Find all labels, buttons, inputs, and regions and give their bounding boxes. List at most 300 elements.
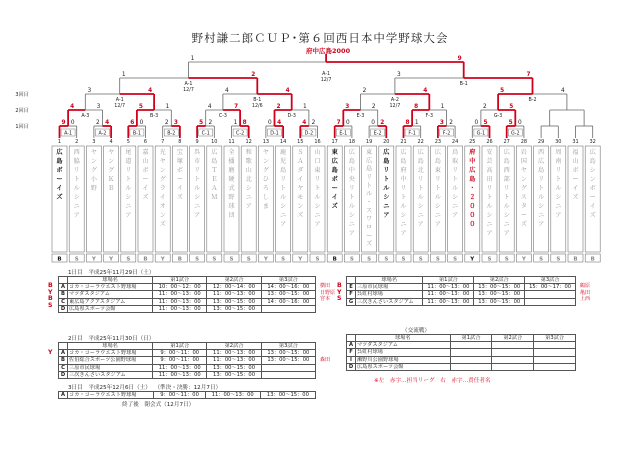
score: 4 xyxy=(207,104,212,110)
team-number: 28 xyxy=(520,139,528,145)
team-name-char: ボ xyxy=(176,167,183,174)
team-name-char: 島 xyxy=(280,167,287,174)
team-name-char: 東 xyxy=(331,149,338,156)
team-number: 26 xyxy=(486,139,493,145)
team-name-char: ア xyxy=(417,221,424,228)
team-name-char: シ xyxy=(280,203,287,210)
score: 0 xyxy=(70,120,75,126)
team-name-char: 国 xyxy=(520,158,527,165)
team-name-char: ア xyxy=(314,221,321,228)
team-name-char: 尾 xyxy=(125,149,132,156)
team-name-char: リ xyxy=(434,176,441,183)
team-name-char: 島 xyxy=(434,158,441,165)
team-name-char: ０ xyxy=(469,203,476,210)
day2-header: 2日目 平成25年11月30日（日） xyxy=(68,336,155,342)
team-name-char: 広 xyxy=(211,149,218,156)
team-name-char: ー xyxy=(589,194,596,201)
team-number: 31 xyxy=(572,139,579,145)
team-name-char: シ xyxy=(383,194,390,201)
team-name-char: ニ xyxy=(486,221,493,228)
table-row: B 佐伯総合スポーツ公園野球場 9：00～11：00 11：00～13：00 13：00～15：00 xyxy=(59,357,316,364)
team-name-char: 北 xyxy=(417,167,424,174)
score: 4 xyxy=(561,88,565,94)
team-name-char: 全 xyxy=(228,149,235,156)
team-name-char: 島 xyxy=(538,167,545,174)
team-name-char: シ xyxy=(125,194,132,201)
league-letter: S xyxy=(74,256,79,263)
team-name-char: ー xyxy=(176,176,183,183)
league-letter: S xyxy=(556,256,561,263)
team-name-char: イ xyxy=(589,203,596,210)
league-letter: B xyxy=(143,256,148,263)
team-name-char: 府 xyxy=(400,167,407,174)
legend-note: ※左 赤字…担当リーグ 右 赤字…責任者名 xyxy=(374,378,491,384)
table-row: A コカ・コーラウエスト野球場 10：00～12：00 12：00～14：00 14：00～16：00 xyxy=(59,284,316,291)
team-name-char: ア xyxy=(383,212,390,219)
team-number: 8 xyxy=(178,139,182,145)
team-name-char: ア xyxy=(555,212,562,219)
team-name-char: ン xyxy=(90,158,97,165)
team-name-char: ン xyxy=(159,212,166,219)
team-number: 12 xyxy=(245,139,252,145)
team-name-char: 島 xyxy=(383,158,390,165)
match-label: B-3 xyxy=(150,114,159,119)
score: 9 xyxy=(61,120,66,126)
team-name-char: ア xyxy=(503,230,510,237)
team-name-char: ひ xyxy=(262,176,269,183)
team-name-char: ニ xyxy=(555,203,562,210)
table-row: D 三次きんさいスタジアム 11：00～13：00 13：00～15：00 xyxy=(59,371,316,378)
team-name-char: ニ xyxy=(417,212,424,219)
team-name-char: リ xyxy=(125,167,132,174)
team-name-char: 北 xyxy=(245,176,252,183)
day1-staff-notes-2: 鶴原 亀田 上西 xyxy=(580,283,591,302)
score: 3 xyxy=(439,120,444,126)
team-name-char: ト xyxy=(348,194,355,201)
score: 0 xyxy=(474,120,479,126)
match-label: E-3 xyxy=(356,114,365,119)
score: 9 xyxy=(457,56,462,62)
league-letter: S xyxy=(246,256,251,263)
team-name-char: シ xyxy=(538,203,545,210)
day1-header: 1日目 平成25年11月29日（土） xyxy=(68,270,155,276)
team-name-char: 団 xyxy=(228,212,235,219)
table-row: E 三原市民球場 11：00～13：00 13：00～15：00 15：00～17：00 xyxy=(347,284,576,291)
team-name-char: イ xyxy=(142,185,149,192)
team-name-char: ０ xyxy=(469,221,476,228)
team-name-char: 田 xyxy=(486,176,493,183)
team-name-char: 山 xyxy=(314,149,321,156)
table-row: A マツダスタジアム xyxy=(347,342,576,349)
team-name-char: ダ xyxy=(297,167,304,174)
team-number: 27 xyxy=(503,139,510,145)
team-number: 13 xyxy=(262,139,270,145)
team-name-char: ン xyxy=(297,203,304,210)
score: 1 xyxy=(165,104,170,110)
team-name-char: ワ xyxy=(366,215,373,223)
team-name-char: リ xyxy=(314,176,321,183)
team-name-char: ズ xyxy=(176,194,183,201)
team-name-char: 嘉 xyxy=(142,149,149,156)
team-name-char: 播 xyxy=(228,158,235,165)
score: 0 xyxy=(518,120,522,126)
score: 8 xyxy=(414,104,419,110)
team-name-char: 道 xyxy=(125,158,132,165)
score: 5 xyxy=(483,120,488,126)
team-name-char: 式 xyxy=(228,185,235,192)
team-name-char: ー xyxy=(572,176,579,183)
match-date: 12/7 xyxy=(389,104,401,109)
team-name-char: モ xyxy=(297,194,304,201)
team-name-char: グ xyxy=(90,167,97,174)
league-letter: S xyxy=(487,256,492,263)
team-name-char: Ｓ xyxy=(297,149,304,156)
match-label: A-1 xyxy=(64,131,73,137)
league-letter: Y xyxy=(298,256,303,263)
team-name-char: ズ xyxy=(520,221,527,228)
team-name-char: ル xyxy=(452,185,459,192)
team-name-char: 島 xyxy=(331,167,338,174)
match-label: A-1 xyxy=(322,72,331,77)
day2-league-column: Y xyxy=(48,349,53,356)
team-name-char: ズ xyxy=(159,221,166,228)
team-name-char: 脇 xyxy=(73,158,80,165)
score: 7 xyxy=(234,104,239,110)
team-name-char: 広 xyxy=(366,157,373,165)
team-name-char: ２ xyxy=(469,194,476,201)
league-letter: S xyxy=(401,256,406,263)
match-label: G-1 xyxy=(476,131,486,137)
team-name-char: グ xyxy=(262,167,269,174)
team-name-char: 東 xyxy=(314,167,321,174)
team-name-char: ル xyxy=(400,203,407,210)
team-name-char: 中 xyxy=(348,167,355,174)
team-name-char: シ xyxy=(400,212,407,219)
score: 2 xyxy=(449,120,453,126)
team-name-char: シ xyxy=(486,212,493,219)
match-label: A-3 xyxy=(81,114,90,119)
team-name-char: ニ xyxy=(400,221,407,228)
team-name-char: ト xyxy=(434,185,441,192)
team-name-char: ニ xyxy=(538,212,545,219)
team-number: 17 xyxy=(331,139,338,145)
team-name-char: シ xyxy=(314,203,321,210)
team-number: 24 xyxy=(451,139,459,145)
team-name-char: ニ xyxy=(434,212,441,219)
team-name-char: Ｔ xyxy=(211,167,218,174)
team-name-char: 西 xyxy=(503,167,510,174)
team-name-char: リ xyxy=(417,176,424,183)
table-row: C 東広島アクアスタジアム 11：00～13：00 13：00～15：00 14：00～16：00 xyxy=(59,298,316,305)
match-label: B-1 xyxy=(253,98,262,103)
team-name-char: ア xyxy=(348,230,355,237)
team-name-char: グ xyxy=(108,167,115,174)
team-name-char: 府 xyxy=(469,149,476,156)
team-name-char: ニ xyxy=(348,221,355,228)
team-number: 9 xyxy=(195,139,199,145)
team-name-char: グ xyxy=(159,176,166,183)
team-name-char: 芸 xyxy=(486,158,493,165)
score: 6 xyxy=(130,120,135,126)
score: 0 xyxy=(268,120,272,126)
team-name-char: 広 xyxy=(400,149,407,156)
league-letter: S xyxy=(418,256,423,263)
team-name-char: ト xyxy=(503,194,510,201)
team-name-char: リ xyxy=(280,176,287,183)
team-name-char: ア xyxy=(538,221,545,228)
league-letter: B xyxy=(332,256,337,263)
team-name-char: ト xyxy=(125,176,132,183)
score: 8 xyxy=(405,120,410,126)
team-name-char: ト xyxy=(383,176,390,183)
team-name-char: 児 xyxy=(280,158,287,165)
team-name-char: 広 xyxy=(383,149,390,156)
team-name-char: 島 xyxy=(211,158,218,165)
league-letter: S xyxy=(504,256,509,263)
team-name-char: ラ xyxy=(159,185,166,192)
league-letter: S xyxy=(281,256,286,263)
team-name-char: ニ xyxy=(452,203,459,210)
match-label: A-1 xyxy=(115,98,124,103)
team-name-char: ヤ xyxy=(262,149,269,156)
team-name-char: 広 xyxy=(348,149,355,156)
team-name-char: 口 xyxy=(314,158,321,165)
team-name-char: ト xyxy=(538,185,545,192)
day3-table xyxy=(58,391,316,399)
match-date: 12/7 xyxy=(114,104,126,109)
team-name-char: 中 xyxy=(400,176,407,183)
team-number: 1 xyxy=(57,139,62,145)
day1-table: 球場名 第1試合 第2試合 第3試合 A コカ・コーラウエスト野球場 10：00～12：00 12：00～14：00 14：00～16：00 B マツダスタジアム 11：00～13：00 11：00～13：00 13：00～15：00 C 東広島アクアスタジアム 11：00～13：00 13：00～15：00 14：00～16：00 D 広島県スポーツ会館 11：00～13：00 13：00～15：00 xyxy=(58,276,316,313)
team-name-char: ル xyxy=(417,194,424,201)
team-name-char: リ xyxy=(366,174,373,181)
team-name-char: ア xyxy=(400,230,407,237)
table-row: F 呉虹村球場 11：00～13：00 13：00～15：00 xyxy=(347,291,576,298)
score: 3 xyxy=(345,104,350,110)
team-name-char: リ xyxy=(452,167,459,174)
score: 4 xyxy=(302,120,307,126)
team-name-char: 山 xyxy=(245,167,252,174)
team-name-char: リ xyxy=(73,167,80,174)
score: 1 xyxy=(233,120,238,126)
team-name-char: ニ xyxy=(73,203,80,210)
team-name-char: 中 xyxy=(469,158,476,165)
team-name-char: ル xyxy=(366,190,373,198)
league-letter: Y xyxy=(160,256,165,263)
team-name-char: 野 xyxy=(228,194,235,201)
team-name-char: ボ xyxy=(589,185,596,192)
score: 2 xyxy=(208,120,213,126)
match-label: A-1 xyxy=(184,82,193,87)
league-letter: Y xyxy=(470,256,475,263)
team-name-char: リ xyxy=(538,176,545,183)
team-number: 25 xyxy=(469,139,476,145)
score: 2 xyxy=(251,72,256,78)
team-name-char: ト xyxy=(555,176,562,183)
team-number: 4 xyxy=(109,139,113,145)
score: 7 xyxy=(526,72,531,78)
team-name-char: イ xyxy=(572,185,579,192)
team-number: 23 xyxy=(434,139,442,145)
league-letter: S xyxy=(195,256,200,263)
team-name-char: シ xyxy=(417,203,424,210)
team-name-char: ヤ xyxy=(90,149,97,156)
league-letter: S xyxy=(539,256,544,263)
team-name-char: ル xyxy=(194,185,201,192)
team-name-char: 高 xyxy=(486,167,493,174)
team-name-char: ン xyxy=(589,176,596,183)
closing-ceremony: 終了後 閉会式（12月7日） xyxy=(122,402,195,408)
team-number: 14 xyxy=(279,139,287,145)
team-name-char: ス xyxy=(520,194,527,201)
team-number: 19 xyxy=(365,139,373,145)
score: 2 xyxy=(362,88,367,94)
team-name-char: 呉 xyxy=(194,149,201,156)
team-name-char: 野 xyxy=(90,185,97,192)
team-name-char: 山 xyxy=(572,158,579,165)
team-name-char: イ xyxy=(159,194,166,201)
team-name-char: 島 xyxy=(417,158,424,165)
score: 3 xyxy=(397,72,401,78)
team-name-char: ト xyxy=(314,185,321,192)
team-name-char: ト xyxy=(400,194,407,201)
team-name-char: イ xyxy=(297,176,304,183)
team-number: 16 xyxy=(314,139,321,145)
league-letter: B xyxy=(573,256,578,263)
match-label: G-3 xyxy=(493,114,503,119)
score: 3 xyxy=(173,120,178,126)
team-name-char: ア xyxy=(125,212,132,219)
team-name-char: 周 xyxy=(555,149,562,156)
league-letter: Y xyxy=(263,256,268,263)
team-number: 15 xyxy=(297,139,304,145)
exchange-table: 球場名 第1試合 第2試合 第3試合 A マツダスタジアム F 呉虹村球場 I 瀬野川公園野球場 D 広島県スポーツ会館 xyxy=(346,334,576,371)
match-label: G-2 xyxy=(511,131,520,137)
team-number: 11 xyxy=(228,139,235,145)
team-name-char: ル xyxy=(538,194,545,201)
team-name-char: 歌 xyxy=(245,158,252,165)
team-name-char: シ xyxy=(194,194,201,201)
team-name-char: ヤ xyxy=(159,158,166,165)
team-name-char: リ xyxy=(383,167,390,174)
team-name-char: 宝 xyxy=(176,149,183,156)
team-name-char: リ xyxy=(194,167,201,174)
match-label: E-1 xyxy=(339,131,348,137)
team-name-char: ア xyxy=(452,212,459,219)
score: 2 xyxy=(96,120,100,126)
match-label: B-1 xyxy=(132,131,141,137)
table-row: C 三原市民球場 11：00～13：00 13：00～15：00 xyxy=(59,364,316,371)
score: 1 xyxy=(303,104,307,110)
team-name-char: リ xyxy=(348,185,355,192)
team-name-char: ズ xyxy=(589,212,596,219)
team-name-char: 島 xyxy=(469,176,476,183)
match-label: F-2 xyxy=(442,131,451,137)
team-name-char: 取 xyxy=(452,158,459,165)
league-letter: S xyxy=(349,256,354,263)
score: 1 xyxy=(414,120,419,126)
match-label: F-1 xyxy=(408,131,416,137)
team-name-char: 塚 xyxy=(176,158,183,165)
page-title: 野村謙二郎ＣＵＰ･第６回西日本中学野球大会 xyxy=(191,31,449,45)
team-name-char: ニ xyxy=(503,221,510,228)
score: 5 xyxy=(500,88,505,94)
team-name-char: シ xyxy=(452,194,459,201)
team-name-char: ル xyxy=(125,185,132,192)
score: 4 xyxy=(70,104,75,110)
league-letter: B xyxy=(590,256,595,263)
team-name-char: 広 xyxy=(56,149,63,156)
match-label: C-2 xyxy=(236,131,245,137)
team-name-char: 央 xyxy=(348,176,355,183)
team-name-char: ズ xyxy=(56,194,63,201)
team-name-char: 硬 xyxy=(228,176,235,183)
match-label: B-1 xyxy=(459,82,468,87)
league-letter: S xyxy=(126,256,131,263)
team-name-char: ル xyxy=(280,194,287,201)
team-name-char: 市 xyxy=(194,158,201,165)
team-name-char: ト xyxy=(73,176,80,183)
score: 4 xyxy=(285,88,290,94)
team-name-char: オ xyxy=(159,203,166,210)
score: 4 xyxy=(105,120,110,126)
team-number: 10 xyxy=(211,139,218,145)
team-name-char: ト xyxy=(280,185,287,192)
league-letter: S xyxy=(435,256,440,263)
league-letter: S xyxy=(384,256,389,263)
team-number: 20 xyxy=(383,139,390,145)
table-row: G 三次きんさいスタジアム 11：00～13：00 13：00～15：00 xyxy=(347,298,576,305)
team-name-char: Ｂ xyxy=(108,185,115,192)
team-name-char: ズ xyxy=(572,194,579,201)
team-name-char: 東 xyxy=(366,149,373,156)
table-row: B マツダスタジアム 11：00～13：00 11：00～13：00 13：00～15：00 xyxy=(59,291,316,298)
team-name-char: 鹿 xyxy=(280,149,287,156)
league-letter: Y xyxy=(109,256,114,263)
team-name-char: ア xyxy=(245,203,252,210)
match-label: A-2 xyxy=(390,98,399,103)
team-name-char: シ xyxy=(589,167,596,174)
league-letter: S xyxy=(315,256,320,263)
team-name-char: ヤ xyxy=(297,185,304,192)
score: 2 xyxy=(483,104,487,110)
day1-table-2: 球場名 第1試合 第2試合 第3試合 E 三原市民球場 11：00～13：00 13：00～15：00 15：00～17：00 F 呉虹村球場 11：00～13：00 13：00～15：00 G 三次きんさいスタジアム 11：00～13：00 13：00～15：00 xyxy=(346,276,576,306)
score: 5 xyxy=(509,104,514,110)
score: 4 xyxy=(277,120,282,126)
team-name-char: ア xyxy=(194,212,201,219)
team-name-char: ン xyxy=(108,158,115,165)
team-name-char: 東 xyxy=(434,167,441,174)
team-name-char: シ xyxy=(73,194,80,201)
team-name-char: ま xyxy=(262,203,269,210)
team-name-char: ル xyxy=(503,203,510,210)
team-name-char: 広 xyxy=(503,149,510,156)
team-name-char: ボ xyxy=(572,167,579,174)
team-name-char: 磨 xyxy=(228,167,235,174)
team-name-char: ト xyxy=(452,176,459,183)
table-row: A コカ・コーラウエスト野球場 9：00～11：00 11：00～13：00 13：00～15：00 xyxy=(59,392,316,399)
team-name-char: ニ xyxy=(125,203,132,210)
team-name-char: 鳥 xyxy=(452,149,459,156)
team-number: 30 xyxy=(555,139,562,145)
score: 5 xyxy=(199,120,204,126)
score: 0 xyxy=(346,120,350,126)
team-name-char: ト xyxy=(486,194,493,201)
table-row: I 瀬野川公園野球場 xyxy=(347,356,576,363)
team-name-char: リ xyxy=(555,167,562,174)
team-name-char: Ａ xyxy=(211,185,218,192)
team-name-char: ズ xyxy=(142,194,149,201)
